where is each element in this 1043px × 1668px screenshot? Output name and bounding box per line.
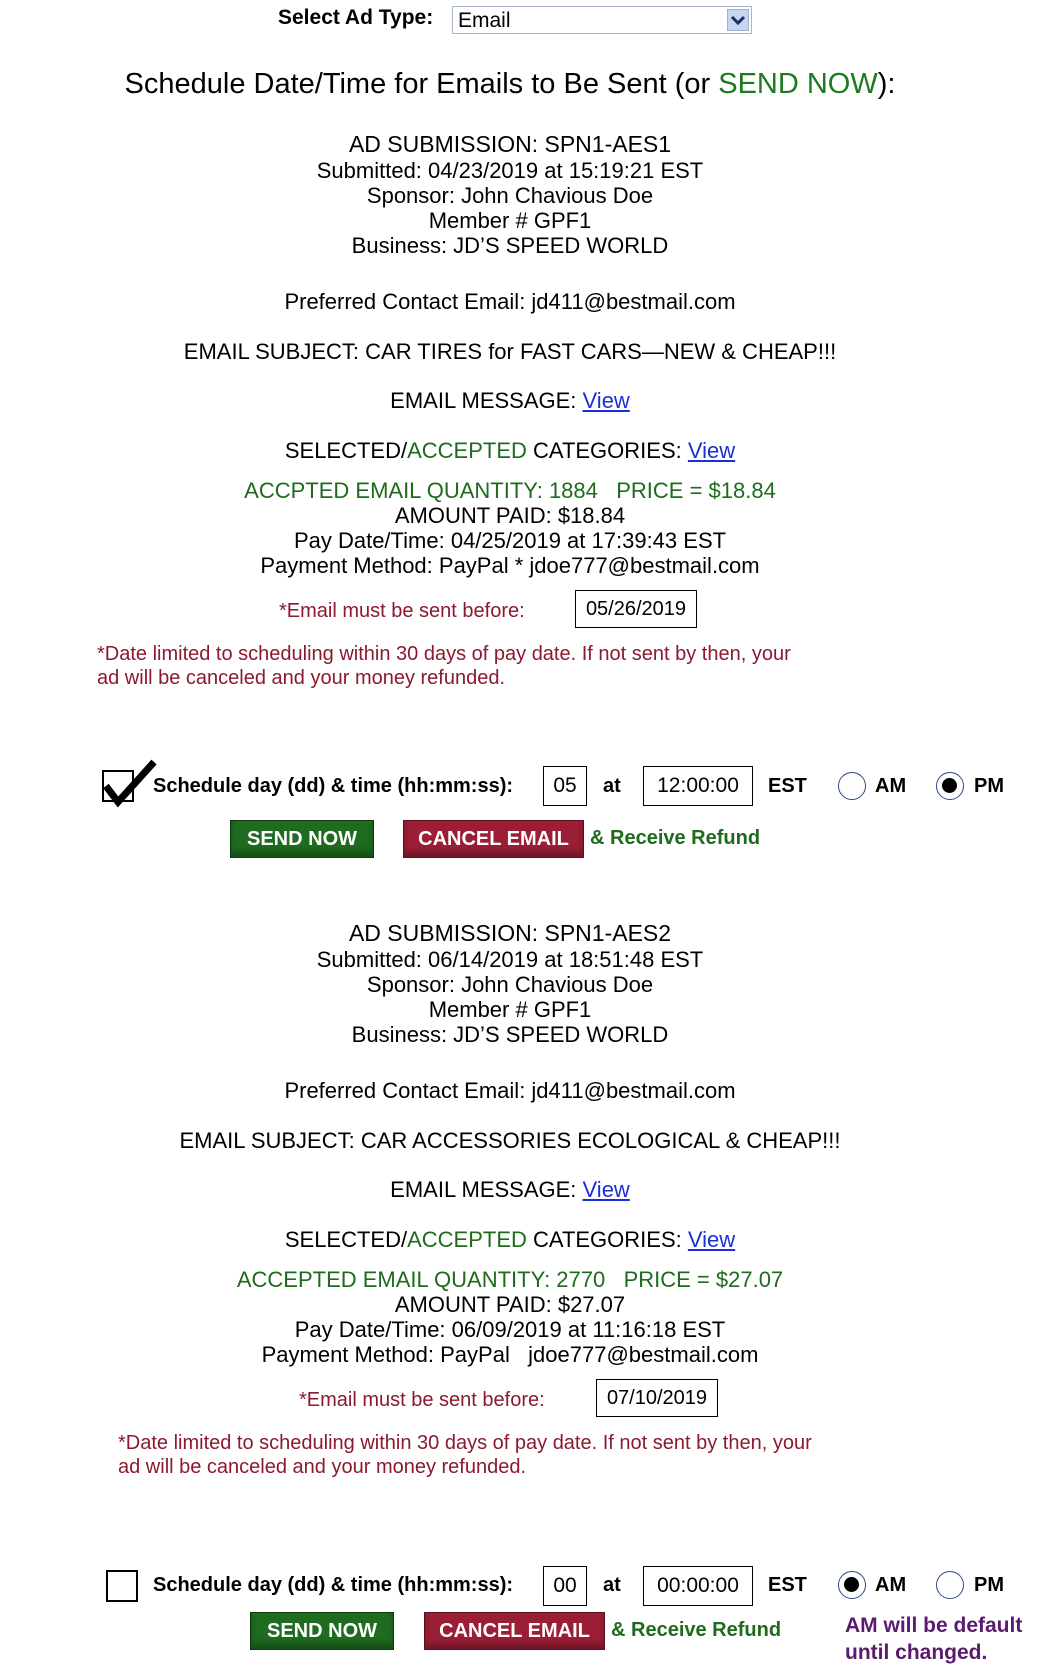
email-message-row: EMAIL MESSAGE: View bbox=[390, 1177, 630, 1202]
receive-refund-label: & Receive Refund bbox=[590, 827, 761, 849]
chevron-down-icon[interactable] bbox=[727, 9, 749, 31]
sponsor-name: Sponsor: John Chavious Doe bbox=[366, 183, 654, 208]
send-now-button[interactable]: SEND NOW bbox=[230, 820, 374, 858]
pm-radio[interactable] bbox=[936, 772, 964, 800]
timezone-label: EST bbox=[768, 1574, 807, 1596]
am-default-note: AM will be default until changed. bbox=[845, 1614, 1023, 1664]
at-label: at bbox=[603, 1574, 621, 1596]
submitted-date: Submitted: 06/14/2019 at 18:51:48 EST bbox=[316, 947, 704, 972]
page-title: Schedule Date/Time for Emails to Be Sent (or SEND NOW): bbox=[124, 68, 896, 100]
pm-label: PM bbox=[974, 775, 1004, 797]
schedule-checkbox[interactable] bbox=[106, 1570, 138, 1602]
ad-type-selected-value: Email bbox=[458, 9, 511, 32]
contact-email: Preferred Contact Email: jd411@bestmail.com bbox=[284, 289, 736, 314]
ad-type-select[interactable] bbox=[452, 6, 752, 34]
email-subject: EMAIL SUBJECT: CAR TIRES for FAST CARS—NEW & CHEAP!!! bbox=[183, 339, 837, 364]
send-now-button[interactable]: SEND NOW bbox=[250, 1612, 394, 1650]
cancel-email-button[interactable]: CANCEL EMAIL bbox=[424, 1612, 605, 1650]
schedule-label: Schedule day (dd) & time (hh:mm:ss): bbox=[153, 775, 514, 797]
member-number: Member # GPF1 bbox=[428, 208, 592, 233]
view-email-message-link[interactable]: View bbox=[582, 1177, 630, 1202]
pm-radio[interactable] bbox=[936, 1571, 964, 1599]
pay-datetime: Pay Date/Time: 06/09/2019 at 11:16:18 EST bbox=[294, 1317, 726, 1342]
view-categories-link[interactable]: View bbox=[687, 1227, 736, 1252]
timezone-label: EST bbox=[768, 775, 807, 797]
schedule-day-input[interactable]: 00 bbox=[543, 1566, 587, 1606]
quantity-price: ACCPTED EMAIL QUANTITY: 1884 PRICE = $18.84 bbox=[244, 478, 776, 503]
schedule-day-input[interactable]: 05 bbox=[543, 766, 587, 806]
contact-email: Preferred Contact Email: jd411@bestmail.com bbox=[284, 1078, 736, 1103]
categories-row: SELECTED/ACCEPTED CATEGORIES: View bbox=[284, 438, 736, 463]
receive-refund-label: & Receive Refund bbox=[611, 1619, 782, 1641]
view-email-message-link[interactable]: View bbox=[582, 388, 630, 413]
payment-method: Payment Method: PayPal * jdoe777@bestmail.com bbox=[260, 553, 760, 578]
send-now-title-text: SEND NOW bbox=[718, 68, 878, 100]
cancel-email-button[interactable]: CANCEL EMAIL bbox=[403, 820, 584, 858]
quantity-price: ACCEPTED EMAIL QUANTITY: 2770 PRICE = $27.07 bbox=[236, 1267, 784, 1292]
at-label: at bbox=[603, 775, 621, 797]
checkmark-icon bbox=[100, 758, 160, 808]
submitted-date: Submitted: 04/23/2019 at 15:19:21 EST bbox=[316, 158, 704, 183]
sponsor-name: Sponsor: John Chavious Doe bbox=[366, 972, 654, 997]
am-radio[interactable] bbox=[838, 1571, 866, 1599]
schedule-time-input[interactable]: 00:00:00 bbox=[643, 1566, 753, 1606]
view-categories-link[interactable]: View bbox=[687, 438, 736, 463]
amount-paid: AMOUNT PAID: $27.07 bbox=[394, 1292, 626, 1317]
deadline-label: *Email must be sent before: bbox=[299, 1389, 545, 1411]
schedule-label: Schedule day (dd) & time (hh:mm:ss): bbox=[153, 1574, 514, 1596]
business-name: Business: JD’S SPEED WORLD bbox=[351, 1022, 669, 1047]
am-radio[interactable] bbox=[838, 772, 866, 800]
select-ad-type-label: Select Ad Type: bbox=[278, 6, 434, 29]
am-label: AM bbox=[875, 1574, 907, 1596]
pay-datetime: Pay Date/Time: 04/25/2019 at 17:39:43 EST bbox=[293, 528, 727, 553]
date-limit-note: *Date limited to scheduling within 30 days of pay date. If not sent by then, your ad will be canceled and your money refunded. bbox=[97, 643, 791, 689]
amount-paid: AMOUNT PAID: $18.84 bbox=[394, 503, 626, 528]
ad-submission-id: AD SUBMISSION: SPN1-AES2 bbox=[348, 920, 672, 946]
schedule-checkbox[interactable] bbox=[102, 770, 134, 802]
payment-method: Payment Method: PayPal jdoe777@bestmail.com bbox=[261, 1342, 759, 1367]
categories-row: SELECTED/ACCEPTED CATEGORIES: View bbox=[284, 1227, 736, 1252]
deadline-date-field: 07/10/2019 bbox=[596, 1379, 718, 1417]
member-number: Member # GPF1 bbox=[428, 997, 592, 1022]
am-label: AM bbox=[875, 775, 907, 797]
email-message-row: EMAIL MESSAGE: View bbox=[390, 388, 630, 413]
ad-submission-id: AD SUBMISSION: SPN1-AES1 bbox=[348, 131, 672, 157]
schedule-time-input[interactable]: 12:00:00 bbox=[643, 766, 753, 806]
business-name: Business: JD’S SPEED WORLD bbox=[351, 233, 669, 258]
deadline-label: *Email must be sent before: bbox=[279, 600, 525, 622]
date-limit-note: *Date limited to scheduling within 30 days of pay date. If not sent by then, your ad will be canceled and your money refunded. bbox=[118, 1432, 812, 1478]
email-subject: EMAIL SUBJECT: CAR ACCESSORIES ECOLOGICAL & CHEAP!!! bbox=[179, 1128, 841, 1153]
deadline-date-field: 05/26/2019 bbox=[575, 590, 697, 628]
pm-label: PM bbox=[974, 1574, 1004, 1596]
